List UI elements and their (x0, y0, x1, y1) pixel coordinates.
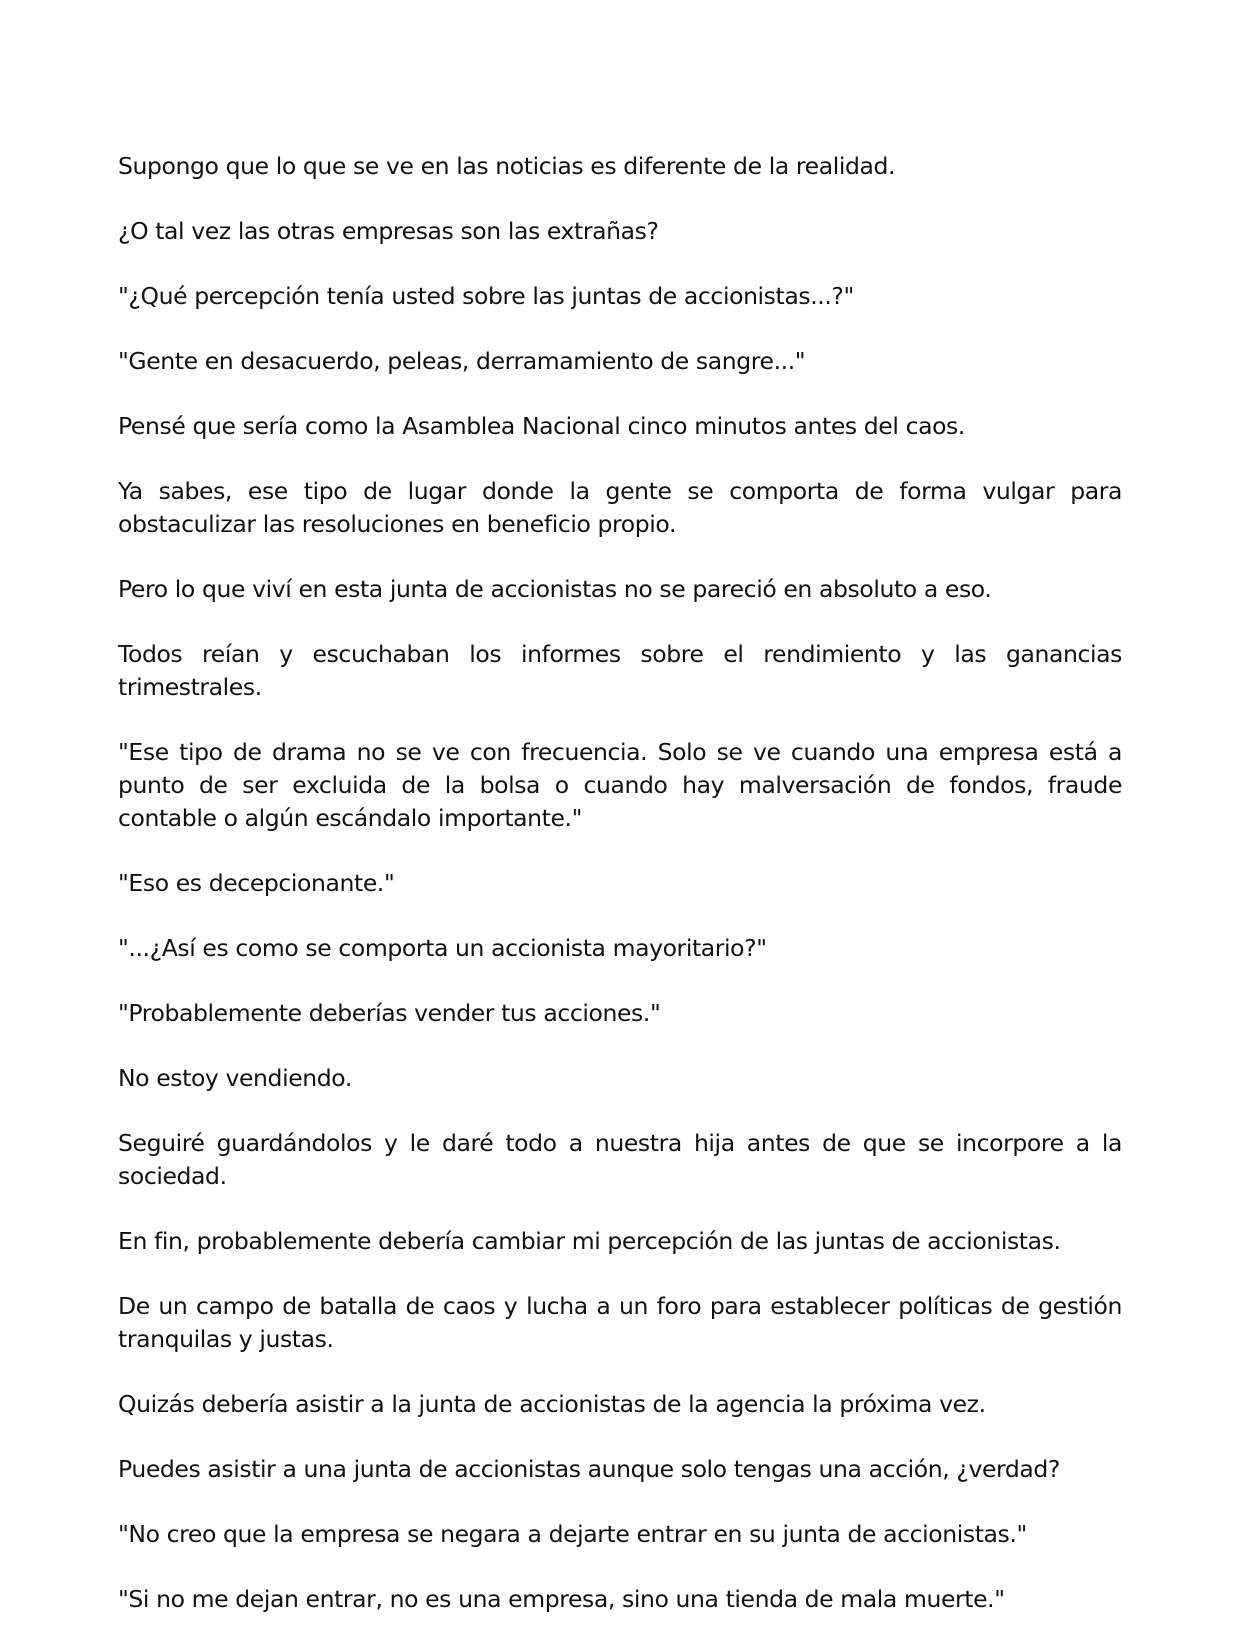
paragraph: "Gente en desacuerdo, peleas, derramamiento de sangre..." (118, 347, 806, 375)
paragraph: "Eso es decepcionante." (118, 869, 395, 897)
paragraph: "¿Qué percepción tenía usted sobre las juntas de accionistas...?" (118, 282, 854, 310)
body-text (118, 150, 1122, 1648)
paragraph: "...¿Así es como se comporta un accionista mayoritario?" (118, 934, 767, 962)
paragraph: "Probablemente deberías vender tus acciones." (118, 999, 661, 1027)
paragraph: En fin, probablemente debería cambiar mi percepción de las juntas de accionistas. (118, 1227, 1061, 1255)
paragraph: Quizás debería asistir a la junta de accionistas de la agencia la próxima vez. (118, 1390, 986, 1418)
paragraph: Pensé que sería como la Asamblea Nacional cinco minutos antes del caos. (118, 412, 965, 440)
paragraph: De un campo de batalla de caos y lucha a un foro para establecer políticas de gestión tranquilas y justas. (118, 1292, 1122, 1353)
paragraph: "Si no me dejan entrar, no es una empresa, sino una tienda de mala muerte." (118, 1585, 1005, 1613)
paragraph: Seguiré guardándolos y le daré todo a nuestra hija antes de que se incorpore a la sociedad. (118, 1129, 1122, 1190)
paragraph: "No creo que la empresa se negara a dejarte entrar en su junta de accionistas." (118, 1520, 1027, 1548)
paragraph: Todos reían y escuchaban los informes sobre el rendimiento y las ganancias trimestrales. (118, 640, 1122, 701)
paragraph: Ya sabes, ese tipo de lugar donde la gente se comporta de forma vulgar para obstaculizar las resoluciones en beneficio propio. (118, 477, 1122, 538)
paragraph: "Ese tipo de drama no se ve con frecuencia. Solo se ve cuando una empresa está a punto de ser excluida de la bolsa o cuando hay malversación de fondos, fraude contable o algún escándalo importante." (118, 738, 1122, 832)
paragraph: Supongo que lo que se ve en las noticias es diferente de la realidad. (118, 152, 896, 180)
paragraph: Puedes asistir a una junta de accionistas aunque solo tengas una acción, ¿verdad? (118, 1455, 1060, 1483)
paragraph: Pero lo que viví en esta junta de accionistas no se pareció en absoluto a eso. (118, 575, 992, 603)
paragraph: ¿O tal vez las otras empresas son las extrañas? (118, 217, 659, 245)
paragraph: No estoy vendiendo. (118, 1064, 352, 1092)
